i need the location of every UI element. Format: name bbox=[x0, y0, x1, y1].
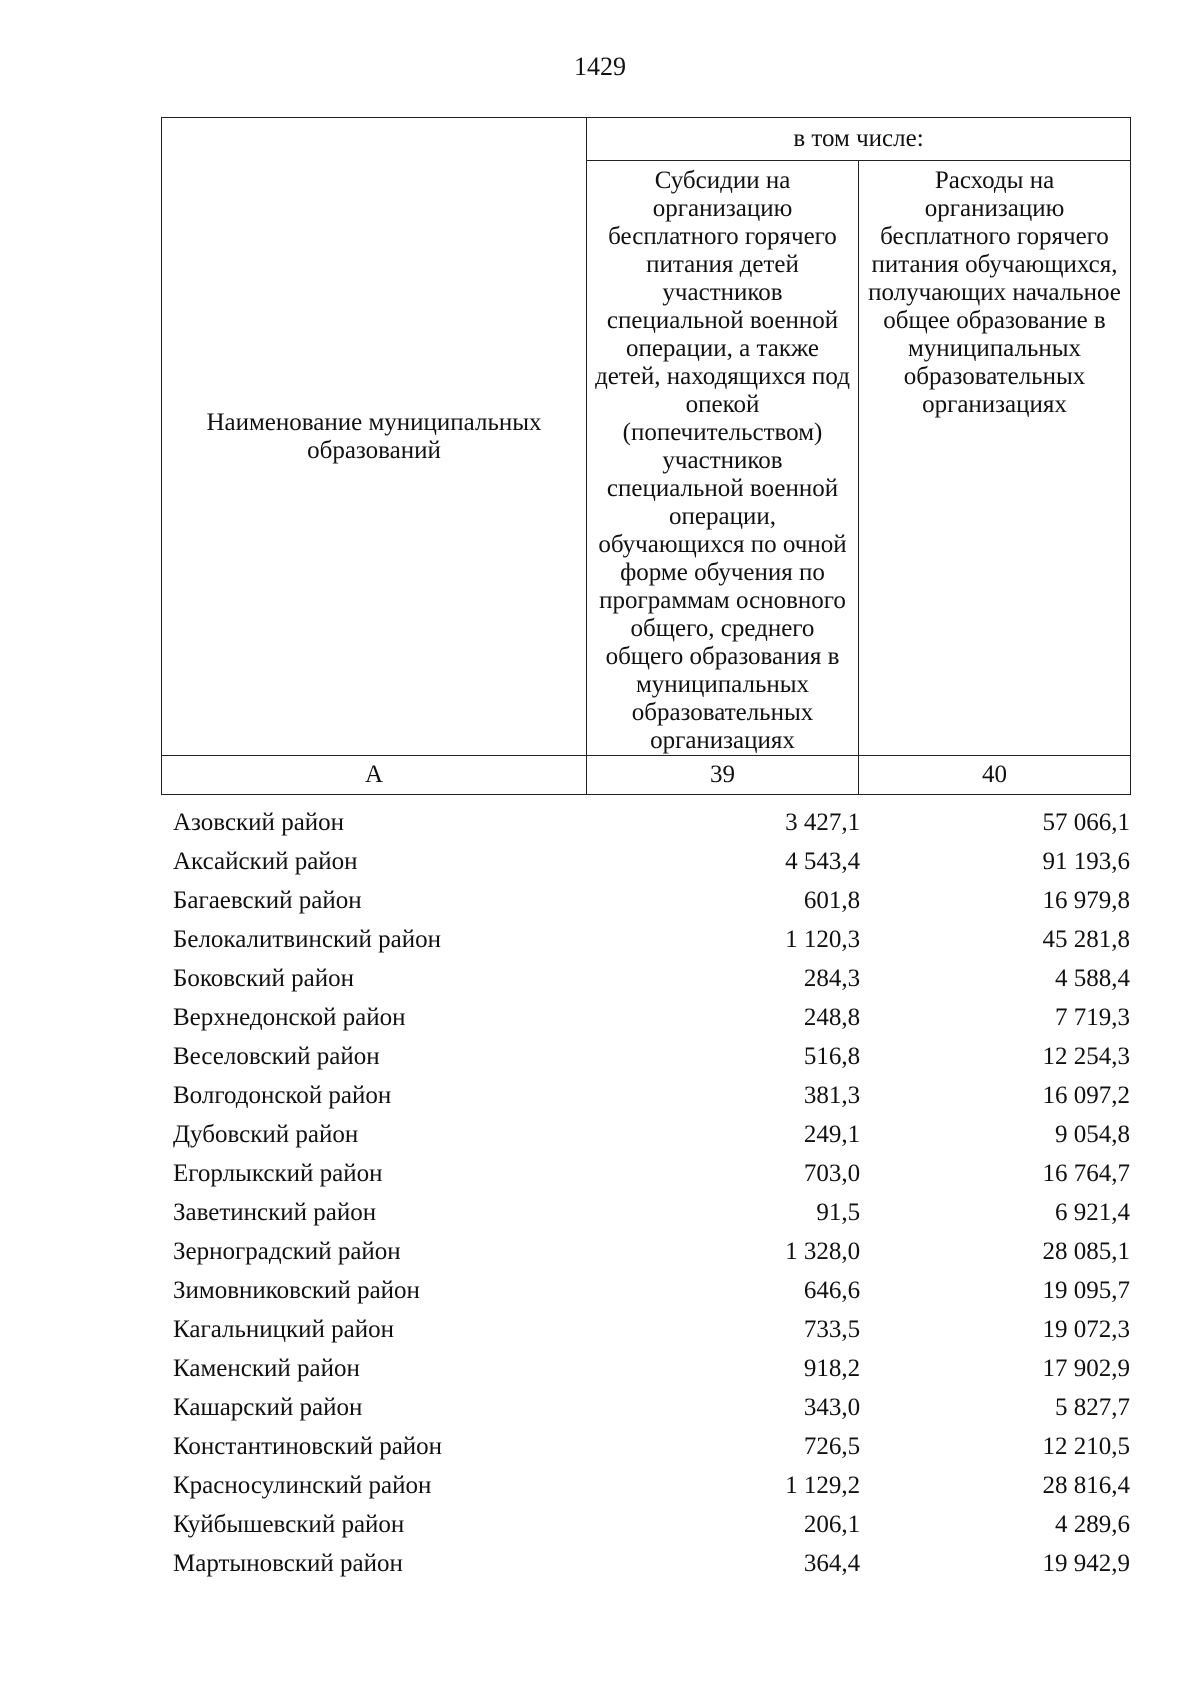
row-value-40: 19 072,3 bbox=[1042, 1315, 1130, 1343]
row-value-39: 381,3 bbox=[803, 1081, 861, 1109]
row-value-39: 646,6 bbox=[803, 1276, 861, 1304]
row-name: Егорлыкский район bbox=[173, 1159, 383, 1187]
row-value-40: 6 921,4 bbox=[1055, 1198, 1130, 1226]
row-value-39: 601,8 bbox=[803, 886, 861, 914]
table-row bbox=[161, 920, 1130, 959]
row-value-39: 3 427,1 bbox=[785, 808, 861, 836]
header-index-40: 40 bbox=[859, 756, 1131, 795]
row-value-39: 364,4 bbox=[803, 1549, 861, 1577]
row-value-40: 4 289,6 bbox=[1055, 1510, 1130, 1538]
table-row bbox=[161, 1037, 1130, 1076]
row-value-39: 284,3 bbox=[803, 964, 861, 992]
row-name: Константиновский район bbox=[173, 1432, 443, 1460]
header-group-label: в том числе: bbox=[587, 118, 1131, 161]
row-value-40: 57 066,1 bbox=[1042, 808, 1130, 836]
row-name: Верхнедонской район bbox=[173, 1003, 406, 1031]
header-index-39: 39 bbox=[587, 756, 859, 795]
table-row bbox=[161, 881, 1130, 920]
row-name: Белокалитвинский район bbox=[173, 925, 441, 953]
row-name: Кашарский район bbox=[173, 1393, 363, 1421]
table-row bbox=[161, 1427, 1130, 1466]
table-header bbox=[161, 117, 1131, 795]
row-value-40: 5 827,7 bbox=[1055, 1393, 1130, 1421]
row-name: Дубовский район bbox=[173, 1120, 359, 1148]
table-row bbox=[161, 1505, 1130, 1544]
table-row bbox=[161, 1154, 1130, 1193]
row-name: Зерноградский район bbox=[173, 1237, 401, 1265]
row-value-39: 249,1 bbox=[803, 1120, 861, 1148]
row-value-39: 733,5 bbox=[803, 1315, 861, 1343]
table-row bbox=[161, 1271, 1130, 1310]
row-value-39: 726,5 bbox=[803, 1432, 861, 1460]
row-name: Боковский район bbox=[173, 964, 354, 992]
row-value-40: 16 097,2 bbox=[1042, 1081, 1130, 1109]
header-col39-description: Субсидии на организацию бесплатного горячего питания детей участников специальной военной операции, а также детей, находящихся под опекой (попечительством) участников специальной военной операции, обучающихся по очной форме обучения по программам основного общего, среднего общего образования в муниципальных образовательных организациях bbox=[587, 161, 859, 756]
row-value-40: 12 210,5 bbox=[1042, 1432, 1130, 1460]
row-value-39: 918,2 bbox=[803, 1354, 861, 1382]
table-row bbox=[161, 1349, 1130, 1388]
table-row bbox=[161, 1232, 1130, 1271]
table-row bbox=[161, 998, 1130, 1037]
row-value-39: 703,0 bbox=[803, 1159, 861, 1187]
row-value-39: 91,5 bbox=[816, 1198, 861, 1226]
row-name: Азовский район bbox=[173, 808, 345, 836]
row-name: Багаевский район bbox=[173, 886, 362, 914]
row-value-40: 19 095,7 bbox=[1042, 1276, 1130, 1304]
row-value-39: 1 129,2 bbox=[785, 1471, 861, 1499]
table-row bbox=[161, 1076, 1130, 1115]
table-row bbox=[161, 1115, 1130, 1154]
row-value-40: 28 085,1 bbox=[1042, 1237, 1130, 1265]
row-value-39: 248,8 bbox=[803, 1003, 861, 1031]
row-value-40: 9 054,8 bbox=[1055, 1120, 1130, 1148]
row-name: Зимовниковский район bbox=[173, 1276, 420, 1304]
header-col40-description: Расходы на организацию бесплатного горячего питания обучающихся, получающих начальное общее образование в муниципальных образовательных организациях bbox=[859, 161, 1131, 756]
table-row bbox=[161, 1466, 1130, 1505]
row-name: Кагальницкий район bbox=[173, 1315, 395, 1343]
row-value-40: 91 193,6 bbox=[1042, 847, 1130, 875]
row-value-40: 28 816,4 bbox=[1042, 1471, 1130, 1499]
row-value-39: 1 120,3 bbox=[785, 925, 861, 953]
row-value-39: 206,1 bbox=[803, 1510, 861, 1538]
row-value-40: 17 902,9 bbox=[1042, 1354, 1130, 1382]
row-value-39: 1 328,0 bbox=[785, 1237, 861, 1265]
row-value-40: 16 979,8 bbox=[1042, 886, 1130, 914]
row-value-40: 45 281,8 bbox=[1042, 925, 1130, 953]
page-number: 1429 bbox=[574, 52, 626, 81]
row-value-40: 12 254,3 bbox=[1042, 1042, 1130, 1070]
table-row bbox=[161, 1544, 1130, 1583]
row-name: Мартыновский район bbox=[173, 1549, 403, 1577]
header-name-column: Наименование муниципальных образований bbox=[162, 118, 587, 756]
row-value-40: 7 719,3 bbox=[1055, 1003, 1130, 1031]
row-value-40: 4 588,4 bbox=[1055, 964, 1130, 992]
table-row bbox=[161, 959, 1130, 998]
row-name: Веселовский район bbox=[173, 1042, 380, 1070]
table-body bbox=[161, 803, 1130, 1583]
row-value-39: 516,8 bbox=[803, 1042, 861, 1070]
row-value-40: 19 942,9 bbox=[1042, 1549, 1130, 1577]
table-row bbox=[161, 1388, 1130, 1427]
row-name: Куйбышевский район bbox=[173, 1510, 405, 1538]
row-value-39: 4 543,4 bbox=[785, 847, 861, 875]
row-name: Волгодонской район bbox=[173, 1081, 392, 1109]
header-index-a: А bbox=[162, 756, 587, 795]
row-name: Каменский район bbox=[173, 1354, 360, 1382]
row-name: Красносулинский район bbox=[173, 1471, 432, 1499]
row-value-40: 16 764,7 bbox=[1042, 1159, 1130, 1187]
table-row bbox=[161, 803, 1130, 842]
row-value-39: 343,0 bbox=[803, 1393, 861, 1421]
row-name: Заветинский район bbox=[173, 1198, 377, 1226]
table-row bbox=[161, 842, 1130, 881]
table-row bbox=[161, 1310, 1130, 1349]
row-name: Аксайский район bbox=[173, 847, 358, 875]
table-row bbox=[161, 1193, 1130, 1232]
